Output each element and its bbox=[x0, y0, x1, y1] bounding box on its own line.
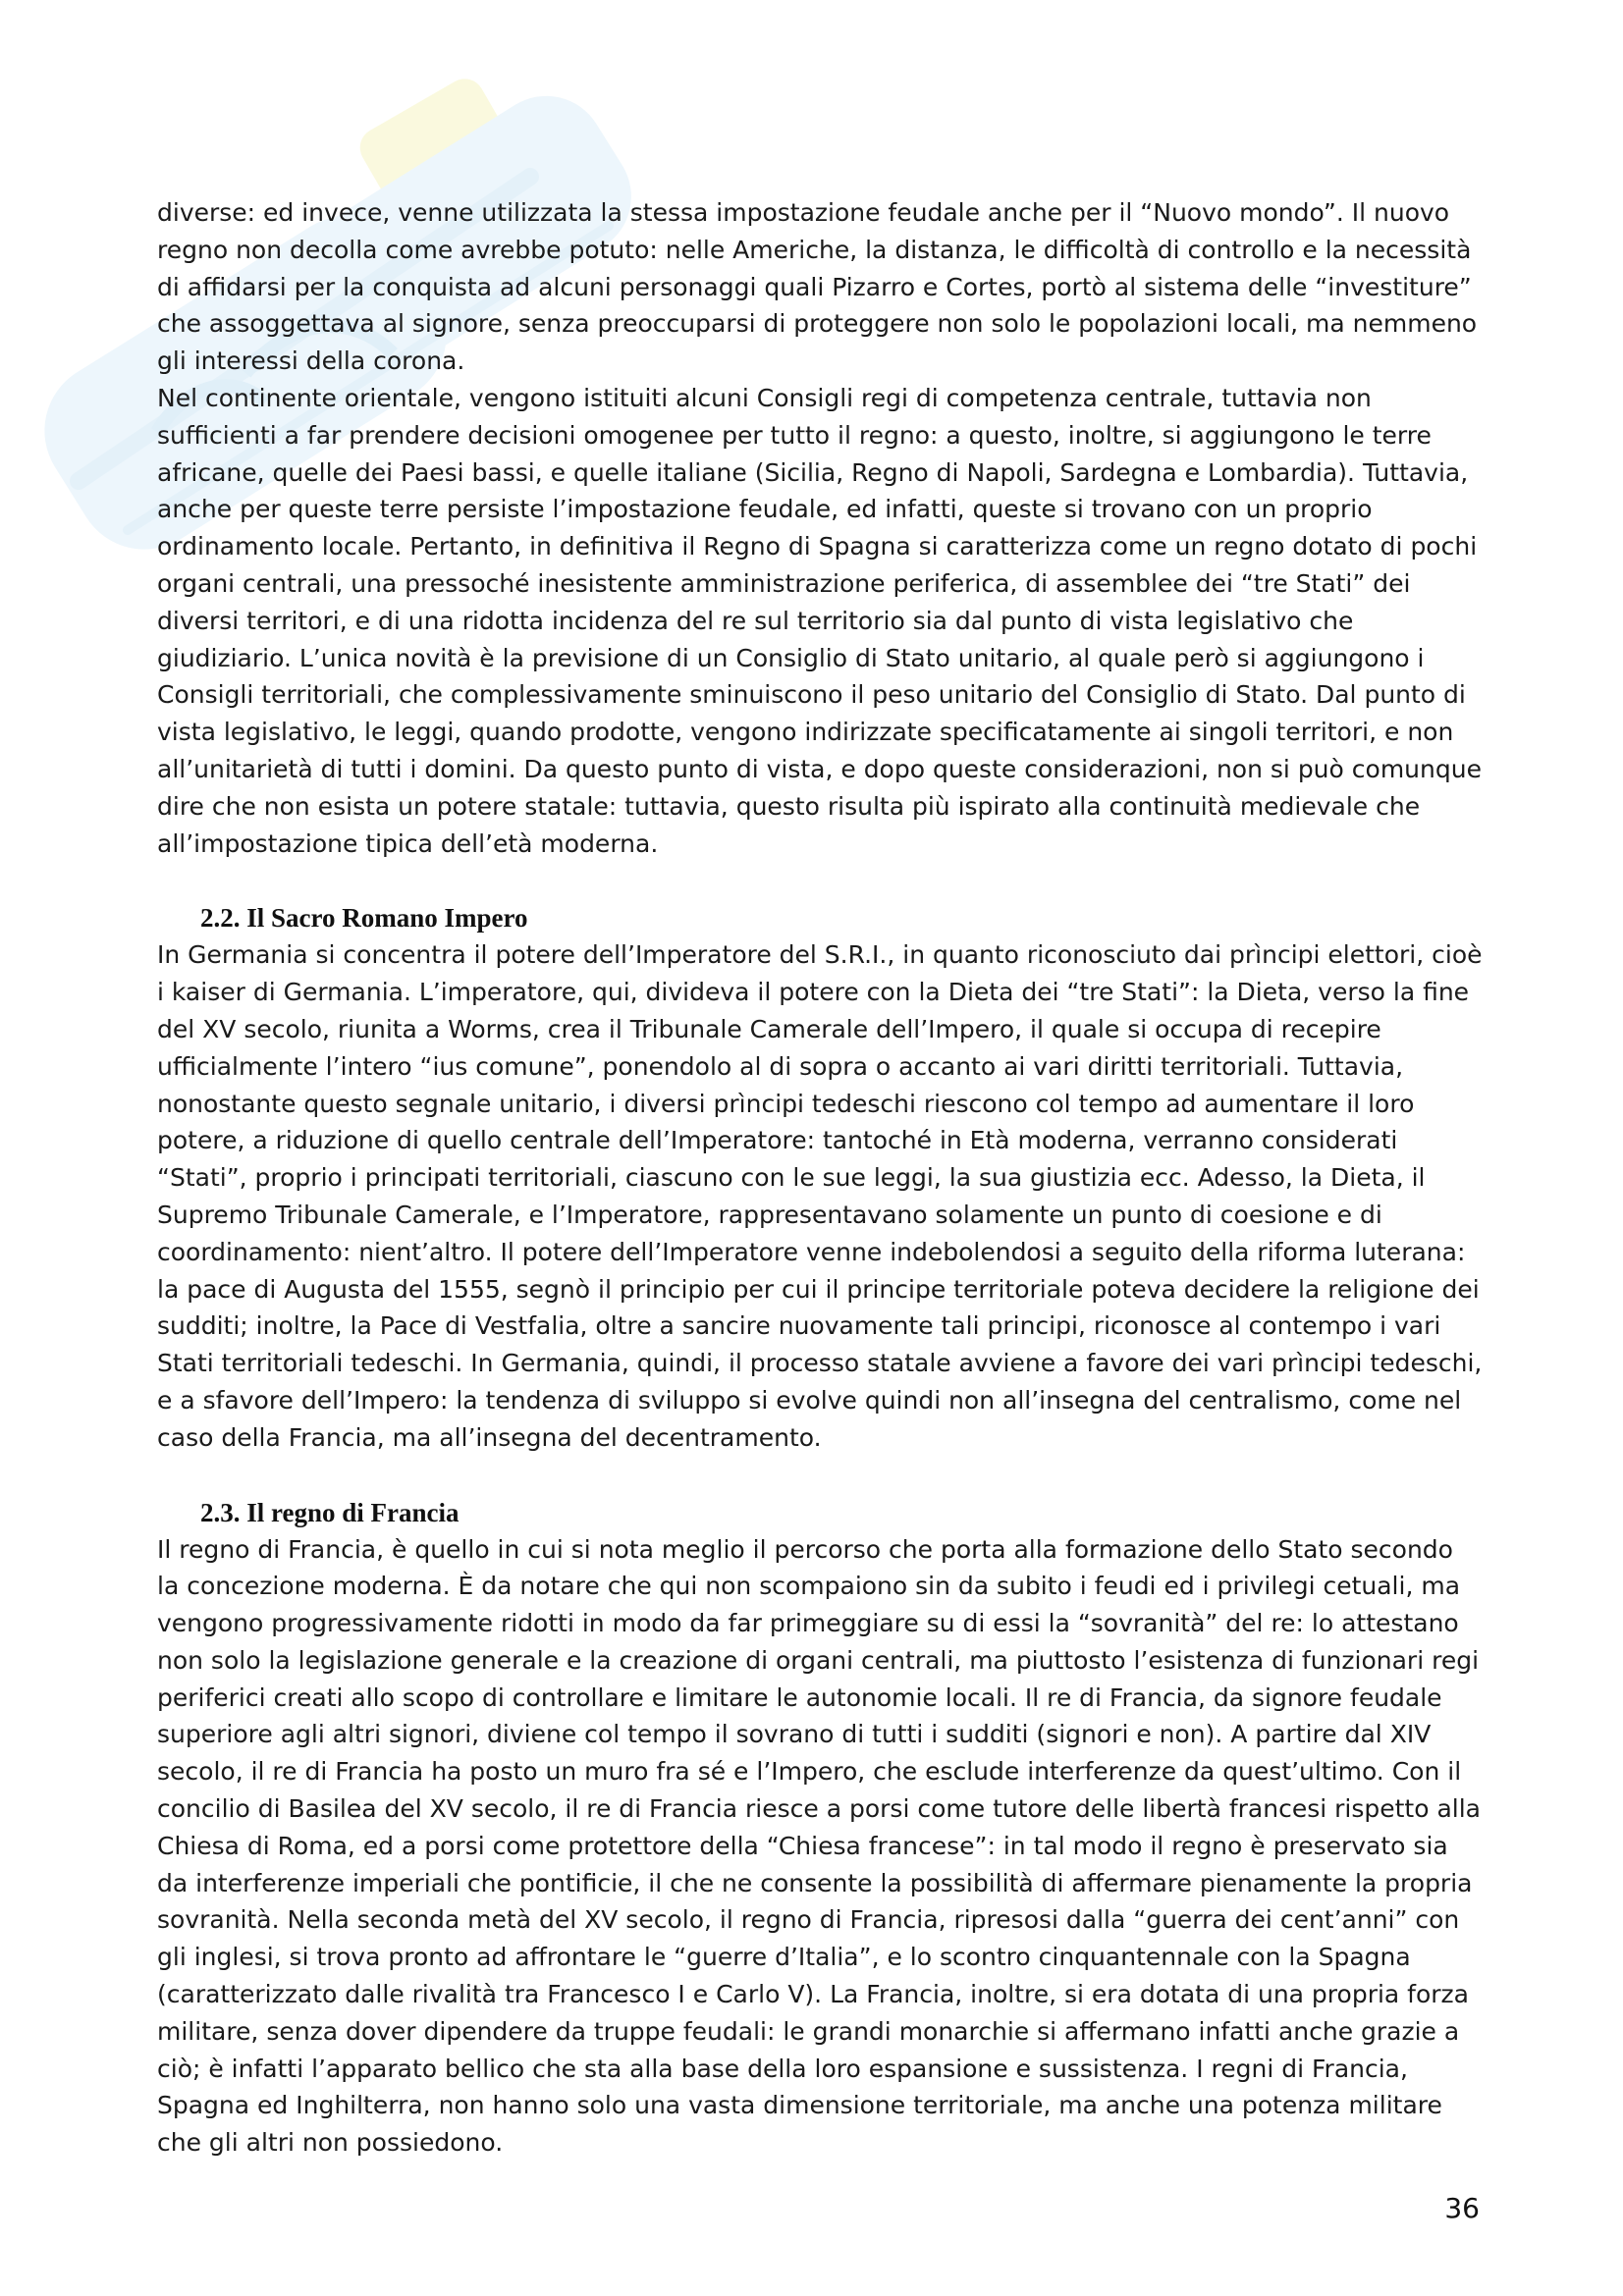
section-heading-sri: 2.2. Il Sacro Romano Impero bbox=[200, 903, 528, 934]
section-heading-france: 2.3. Il regno di Francia bbox=[200, 1497, 460, 1527]
paragraph-spain-1: diverse: ed invece, venne utilizzata la stessa impostazione feudale anche per il “Nuovo mondo”. Il nuovo regno non decolla come avrebbe potuto: nelle Americhe, la distanza, le difficoltà di controllo e la necessità di affidarsi per la conquista ad alcuni personaggi quali Pizarro e Cortes, portò al sistema delle “investiture” che assoggettava al signore, senza preoccuparsi di proteggere non solo le popolazioni locali, ma nemmeno gli interessi della corona. bbox=[157, 198, 1478, 376]
document-body bbox=[157, 194, 1483, 2162]
section-gap bbox=[157, 862, 1483, 899]
page-number: 36 bbox=[1444, 2192, 1480, 2224]
section-gap bbox=[157, 1457, 1483, 1494]
paragraph-sri: In Germania si concentra il potere dell’Imperatore del S.R.I., in quanto riconosciuto dai prìncipi elettori, cioè i kaiser di Germania. L’imperatore, qui, divideva il potere con la Dieta dei “tre Stati”: la Dieta, verso la fine del XV secolo, riunita a Worms, crea il Tribunale Camerale dell’Impero, il quale si occupa di recepire ufficialmente l’intero “ius comune”, ponendolo al di sopra o accanto ai vari diritti territoriali. Tuttavia, nonostante questo segnale unitario, i diversi prìncipi tedeschi riescono col tempo ad aumentare il loro potere, a riduzione di quello centrale dell’Imperatore: tantoché in Età moderna, verranno considerati “Stati”, proprio i principati territoriali, ciascuno con le sue leggi, la sua giustizia ecc. Adesso, la Dieta, il Supremo Tribunale Camerale, e l’Imperatore, rappresentavano solamente un punto di coesione e di coordinamento: nient’altro. Il potere dell’Imperatore venne indebolendosi a seguito della riforma luterana: la pace di Augusta del 1555, segnò il principio per cui il principe territoriale poteva decidere la religione dei sudditi; inoltre, la Pace di Vestfalia, oltre a sancire nuovamente tali principi, riconosce al contempo i vari Stati territoriali tedeschi. In Germania, quindi, il processo statale avviene a favore dei vari prìncipi tedeschi, e a sfavore dell’Impero: la tendenza di sviluppo si evolve quindi non all’insegna del centralismo, come nel caso della Francia, ma all’insegna del decentramento. bbox=[157, 940, 1483, 1452]
paragraph-france: Il regno di Francia, è quello in cui si nota meglio il percorso che porta alla formazione dello Stato secondo la concezione moderna. È da notare che qui non scompaiono sin da subito i feudi ed i privilegi cetuali, ma vengono progressivamente ridotti in modo da far primeggiare su di essi la “sovranità” del re: lo attestano non solo la legislazione generale e la creazione di organi centrali, ma piuttosto l’esistenza di funzionari regi periferici creati allo scopo di controllare e limitare le autonomie locali. Il re di Francia, da signore feudale superiore agli altri signori, diviene col tempo il sovrano di tutti i sudditi (signori e non). A partire dal XIV secolo, il re di Francia ha posto un muro fra sé e l’Impero, che esclude interferenze da quest’ultimo. Con il concilio di Basilea del XV secolo, il re di Francia riesce a porsi come tutore delle libertà francesi rispetto alla Chiesa di Roma, ed a porsi come protettore della “Chiesa francese”: in tal modo il regno è preservato sia da interferenze imperiali che pontificie, il che ne consente la possibilità di affermare pienamente la propria sovranità. Nella seconda metà del XV secolo, il regno di Francia, ripresosi dalla “guerra dei cent’anni” con gli inglesi, si trova pronto ad affrontare le “guerre d’Italia”, e lo scontro cinquantennale con la Spagna (caratterizzato dalle rivalità tra Francesco I e Carlo V). La Francia, inoltre, si era dotata di una propria forza militare, senza dover dipendere da truppe feudali: le grandi monarchie si affermano infatti anche grazie a ciò; è infatti l’apparato bellico che sta alla base della loro espansione e sussistenza. I regni di Francia, Spagna ed Inghilterra, non hanno solo una vasta dimensione territoriale, ma anche una potenza militare che gli altri non possiedono. bbox=[157, 1534, 1481, 2158]
paragraph-spain-2: Nel continente orientale, vengono istituiti alcuni Consigli regi di competenza centrale, tuttavia non sufficienti a far prendere decisioni omogenee per tutto il regno: a questo, inoltre, si aggiungono le terre africane, quelle dei Paesi bassi, e quelle italiane (Sicilia, Regno di Napoli, Sardegna e Lombardia). Tuttavia, anche per queste terre persiste l’impostazione feudale, ed infatti, queste si trovano con un proprio ordinamento locale. Pertanto, in definitiva il Regno di Spagna si caratterizza come un regno dotato di pochi organi centrali, una pressoché inesistente amministrazione periferica, di assemblee dei “tre Stati” dei diversi territori, e di una ridotta incidenza del re sul territorio sia dal punto di vista legislativo che giudiziario. L’unica novità è la previsione di un Consiglio di Stato unitario, al quale però si aggiungono i Consigli territoriali, che complessivamente sminuiscono il peso unitario del Consiglio di Stato. Dal punto di vista legislativo, le leggi, quando prodotte, vengono indirizzate specificatamente ai singoli territori, e non all’unitarietà di tutti i domini. Da questo punto di vista, e dopo queste considerazioni, non si può comunque dire che non esista un potere statale: tuttavia, questo risulta più ispirato alla continuità medievale che all’impostazione tipica dell’età moderna. bbox=[157, 383, 1482, 858]
